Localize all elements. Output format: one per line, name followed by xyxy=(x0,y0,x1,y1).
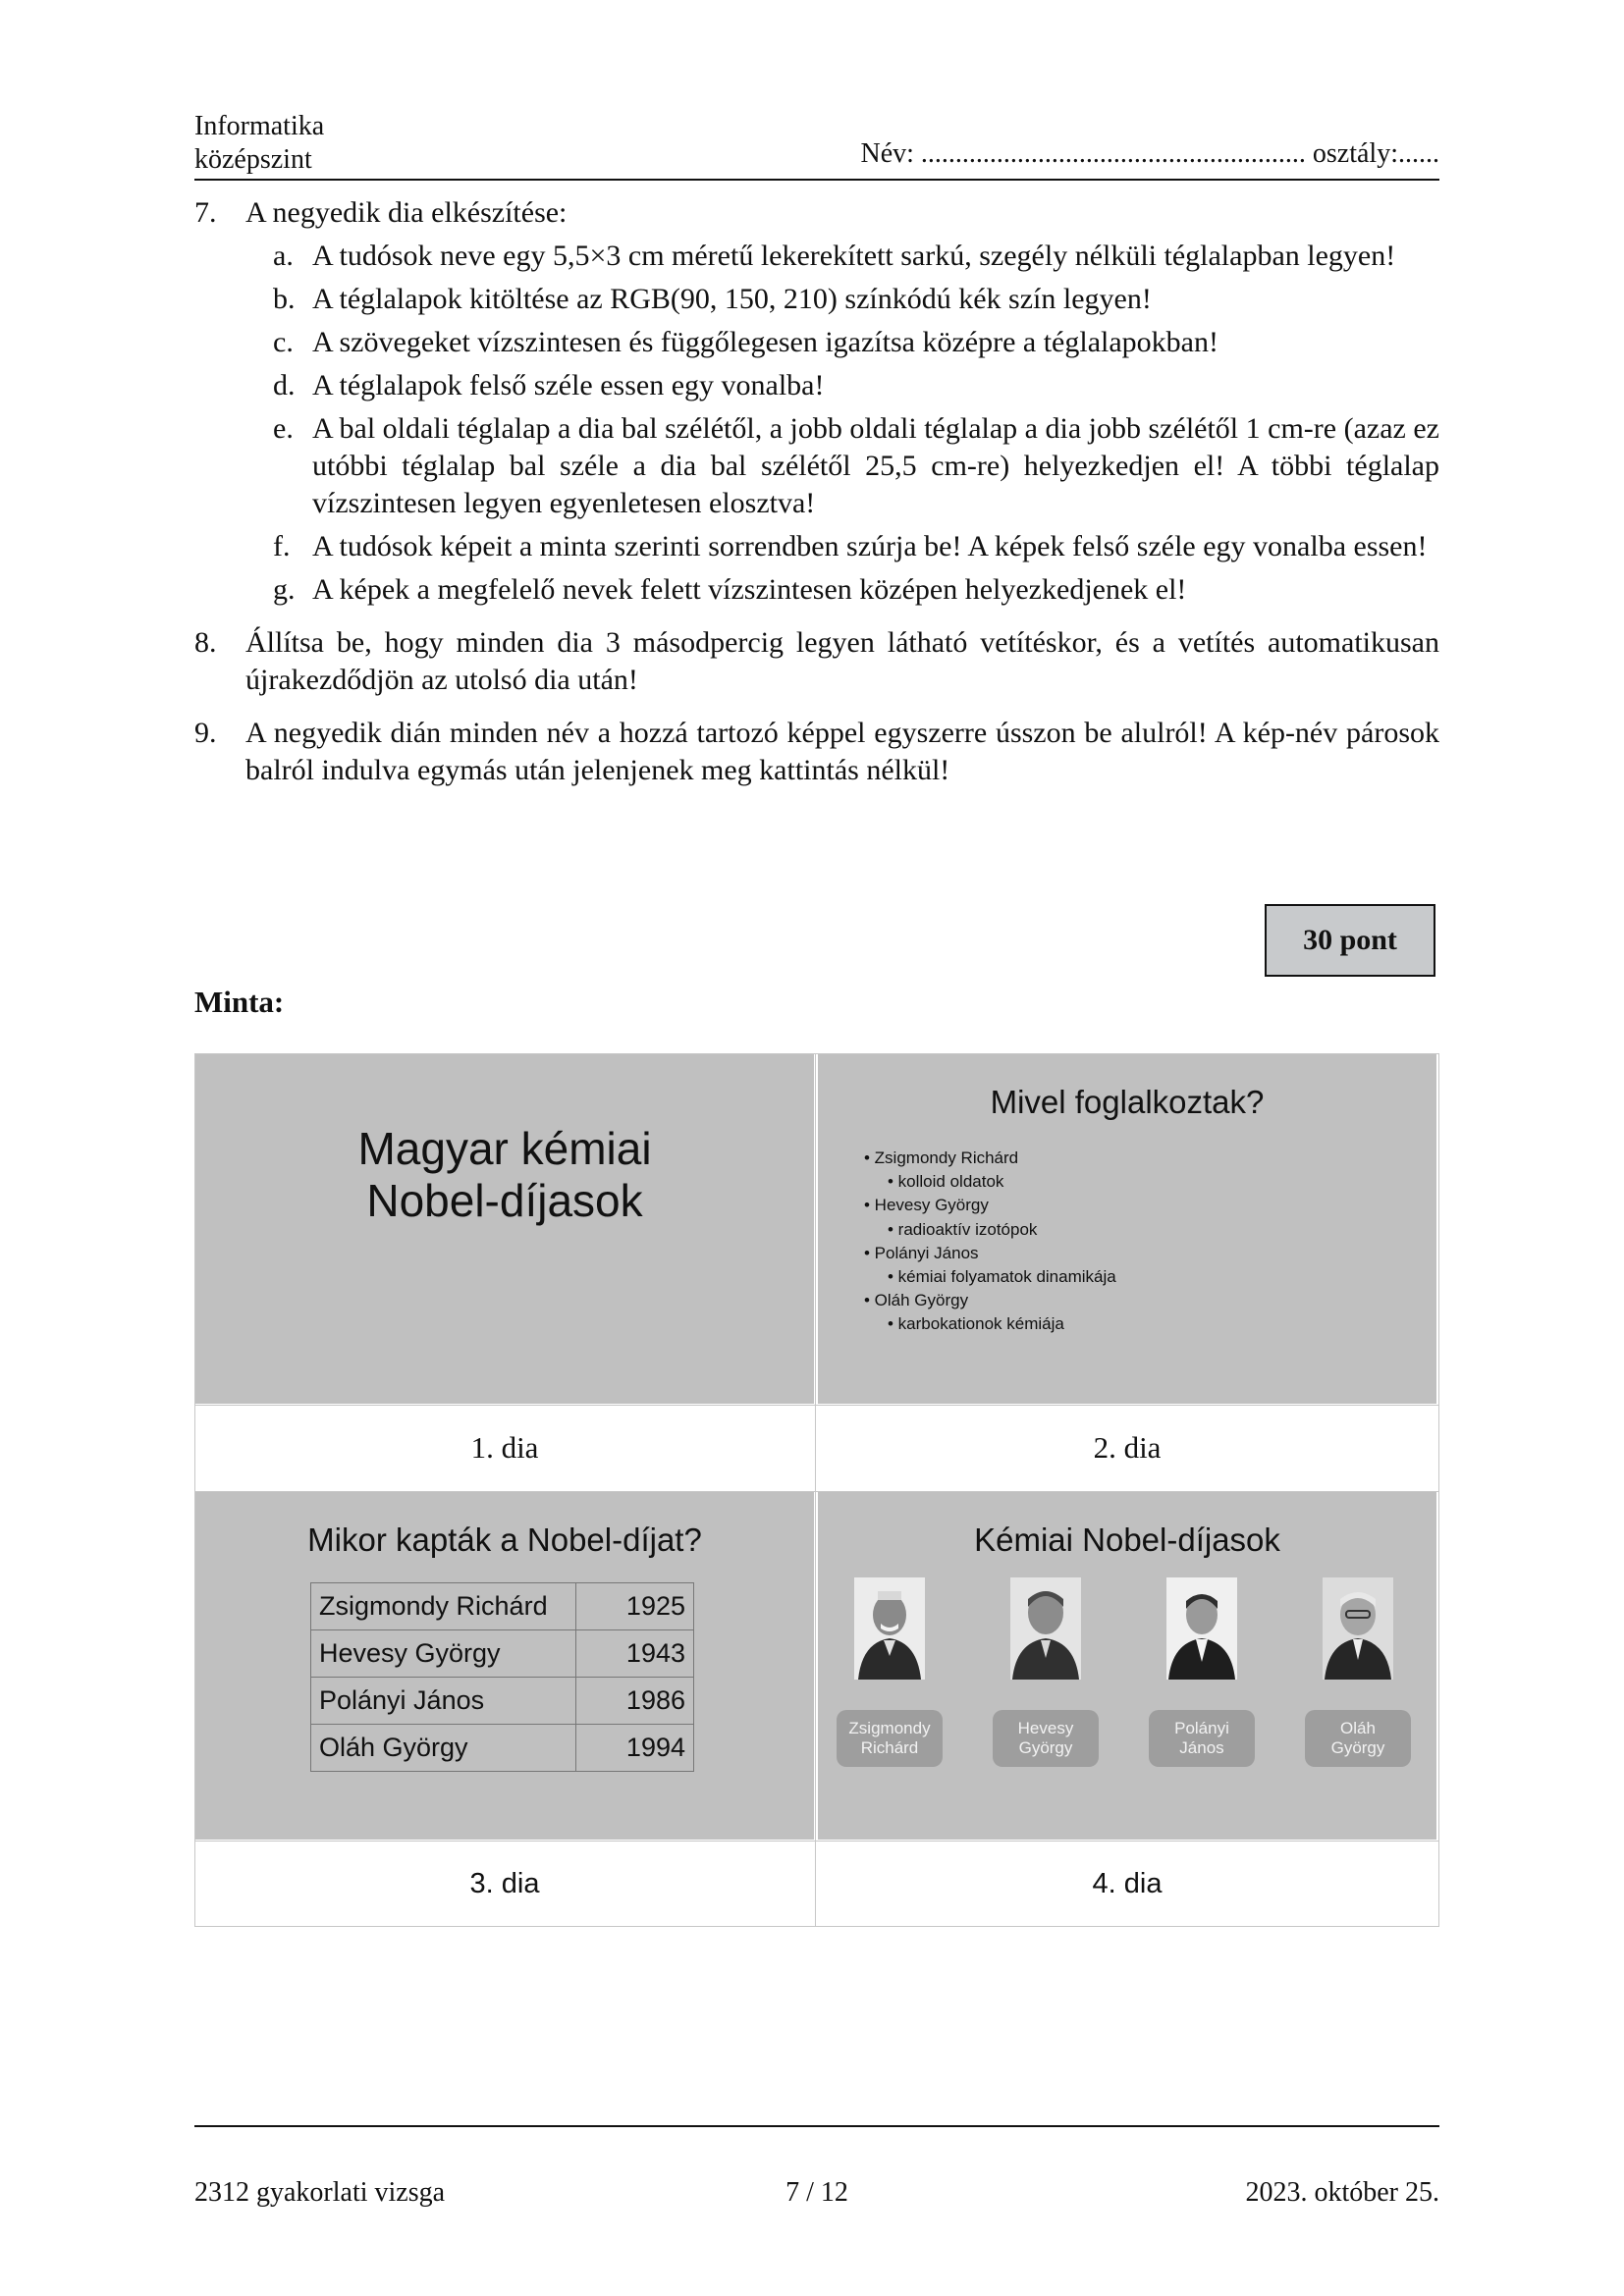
subtask-letter: f. xyxy=(273,530,291,562)
subtask-b xyxy=(194,281,1439,318)
name-line1: Oláh xyxy=(1340,1719,1376,1737)
subtask-text: A képek a megfelelő nevek felett vízszintesen középen helyezkedjenek el! xyxy=(312,573,1187,606)
subtask-text: A bal oldali téglalap a dia bal szélétől, a jobb oldali téglalap a dia jobb szélétől 1 cm-re (azaz ez utóbbi téglalap bal széle a dia bal szélétől 25,5 cm-re) helyezkedjen el! A többi téglalap vízszintesen legyen egyenletesen elosztva! xyxy=(312,412,1439,519)
subtask-c xyxy=(194,324,1439,361)
header-name-class: Név: ........................................................ osztály:...... xyxy=(860,138,1439,169)
name-line1: Hevesy xyxy=(1017,1719,1074,1737)
table-cell-name: Polányi János xyxy=(311,1678,576,1725)
name-box xyxy=(837,1710,943,1767)
task-text: A negyedik dia elkészítése: xyxy=(245,196,568,229)
portrait-polanyi xyxy=(1166,1577,1237,1680)
subtask-letter: e. xyxy=(273,412,294,445)
table-row xyxy=(311,1725,694,1772)
task-number: 8. xyxy=(194,626,217,659)
portrait-image xyxy=(1323,1577,1393,1680)
slide-2-title: Mivel foglalkoztak? xyxy=(990,1084,1265,1120)
subtask-text: A téglalapok kitöltése az RGB(90, 150, 210) színkódú kék szín legyen! xyxy=(312,283,1152,315)
portrait-image xyxy=(1010,1577,1081,1680)
points-box: 30 pont xyxy=(1265,904,1435,977)
subtask-d xyxy=(194,367,1439,404)
portrait-image xyxy=(1166,1577,1237,1680)
slide-4 xyxy=(818,1492,1436,1840)
subtask-letter: a. xyxy=(273,240,294,272)
task-9 xyxy=(194,715,1439,789)
subtask-letter: d. xyxy=(273,369,296,401)
task-number: 7. xyxy=(194,196,217,229)
table-cell-year: 1943 xyxy=(576,1630,694,1678)
table-cell-name: Hevesy György xyxy=(311,1630,576,1678)
table-cell-year: 1994 xyxy=(576,1725,694,1772)
portrait-image xyxy=(854,1577,925,1680)
nobel-year-table xyxy=(310,1582,694,1772)
table-cell-name: Zsigmondy Richárd xyxy=(311,1583,576,1630)
footer-exam: 2312 gyakorlati vizsga xyxy=(194,2177,446,2208)
name-line2: György xyxy=(1018,1738,1073,1757)
slide-3-caption: 3. dia xyxy=(195,1842,814,1926)
slide-1-title xyxy=(195,1123,814,1227)
bullet-topic: • karbokationok kémiája xyxy=(888,1314,1064,1334)
table-row xyxy=(311,1630,694,1678)
slide-1 xyxy=(195,1054,814,1404)
sample-grid xyxy=(194,1053,1439,1927)
name-box xyxy=(1149,1710,1255,1767)
name-line1: Polányi xyxy=(1174,1719,1229,1737)
bullet-topic: • kolloid oldatok xyxy=(888,1172,1004,1192)
task-number: 9. xyxy=(194,717,217,749)
portrait-olah xyxy=(1323,1577,1393,1680)
grid-divider xyxy=(195,1491,1438,1492)
slide-2 xyxy=(818,1054,1436,1404)
subtask-text: A téglalapok felső széle essen egy vonalba! xyxy=(312,369,825,401)
footer-rule xyxy=(194,2125,1439,2127)
task-list xyxy=(194,194,1439,789)
subtask-a xyxy=(194,238,1439,275)
footer-date: 2023. október 25. xyxy=(1245,2177,1439,2208)
table-row xyxy=(311,1583,694,1630)
bullet-name: • Zsigmondy Richárd xyxy=(864,1148,1019,1167)
name-line2: Richárd xyxy=(860,1738,919,1757)
subtask-e xyxy=(194,410,1439,522)
subtask-letter: b. xyxy=(273,283,296,315)
subtask-letter: c. xyxy=(273,326,294,358)
subtask-text: A szövegeket vízszintesen és függőlegesen igazítsa középre a téglalapokban! xyxy=(312,326,1218,358)
table-cell-year: 1986 xyxy=(576,1678,694,1725)
name-line2: György xyxy=(1330,1738,1385,1757)
subtask-text: A tudósok neve egy 5,5×3 cm méretű lekerekített sarkú, szegély nélküli téglalapban legyen! xyxy=(312,240,1396,272)
bullet-name: • Oláh György xyxy=(864,1291,969,1310)
table-cell-year: 1925 xyxy=(576,1583,694,1630)
task-text: A negyedik dián minden név a hozzá tartozó képpel egyszerre ússzon be alulról! A kép-név párosok balról indulva egymás után jelenjenek meg kattintás nélkül! xyxy=(245,717,1439,786)
header-subject-block xyxy=(194,110,324,177)
bullet-topic: • radioaktív izotópok xyxy=(888,1219,1038,1239)
slide-2-bullet-list xyxy=(864,1147,1116,1337)
sample-label: Minta: xyxy=(194,985,285,1019)
subtask-text: A tudósok képeit a minta szerinti sorrendben szúrja be! A képek felső széle egy vonalba essen! xyxy=(312,530,1428,562)
slide-3 xyxy=(195,1492,814,1840)
slide-1-title-line1: Magyar kémiai xyxy=(357,1123,652,1174)
name-line1: Zsigmondy xyxy=(848,1719,931,1737)
bullet-name: • Hevesy György xyxy=(864,1196,989,1215)
name-line2: János xyxy=(1179,1738,1224,1757)
page-header xyxy=(194,110,1439,181)
portrait-hevesy xyxy=(1010,1577,1081,1680)
slide-4-title: Kémiai Nobel-díjasok xyxy=(974,1522,1280,1558)
slide-2-caption: 2. dia xyxy=(818,1406,1436,1490)
bullet-name: • Polányi János xyxy=(864,1243,979,1262)
task-7 xyxy=(194,194,1439,232)
slide-1-caption: 1. dia xyxy=(195,1406,814,1490)
footer-page-number: 7 / 12 xyxy=(785,2177,848,2208)
subtask-f xyxy=(194,528,1439,565)
slide-1-title-line2: Nobel-díjasok xyxy=(366,1175,643,1226)
table-cell-name: Oláh György xyxy=(311,1725,576,1772)
task-8 xyxy=(194,624,1439,699)
table-row xyxy=(311,1678,694,1725)
subtask-letter: g. xyxy=(273,573,296,606)
grid-divider xyxy=(815,1054,816,1926)
grid-divider xyxy=(195,1841,1438,1842)
name-box xyxy=(1305,1710,1411,1767)
grid-divider xyxy=(195,1405,1438,1406)
slide-4-caption: 4. dia xyxy=(818,1842,1436,1926)
bullet-topic: • kémiai folyamatok dinamikája xyxy=(888,1267,1116,1287)
task-text: Állítsa be, hogy minden dia 3 másodpercig legyen látható vetítéskor, és a vetítés automatikusan újrakezdődjön az utolsó dia után! xyxy=(245,626,1439,696)
header-level: középszint xyxy=(194,144,312,175)
slide-3-title: Mikor kapták a Nobel-díjat? xyxy=(307,1522,702,1558)
header-subject: Informatika xyxy=(194,111,325,141)
name-box xyxy=(993,1710,1099,1767)
portrait-zsigmondy xyxy=(854,1577,925,1680)
subtask-g xyxy=(194,571,1439,609)
